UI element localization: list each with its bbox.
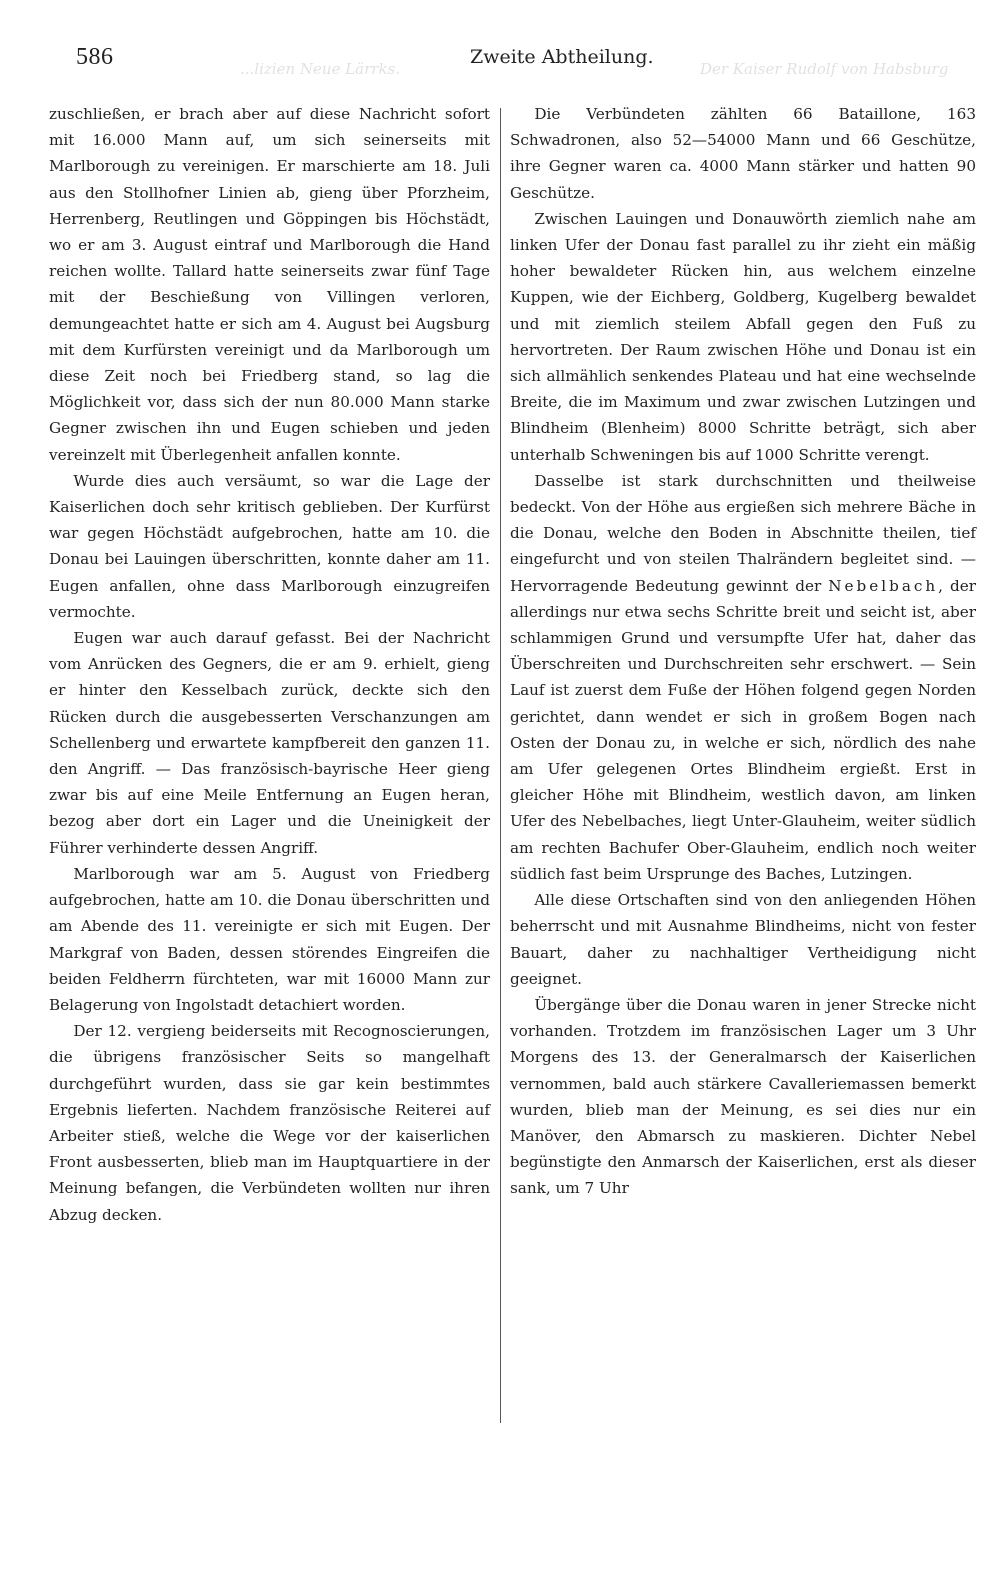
paragraph [510, 468, 976, 887]
bleed-through-text-right: Der Kaiser Rudolf von Habsburg [700, 60, 949, 78]
paragraph-text: Dasselbe ist stark durchschnitten und theilweise bedeckt. Von der Höhe aus ergießen sich mehrere Bäche in die Donau, welche den Boden in Abschnitte theilen, tief eingefurcht und von steilen Thalrändern begleitet sind. — Hervorragende Bedeutung gewinnt der [510, 471, 976, 595]
emphasized-term: Nebelbach [828, 576, 939, 595]
paragraph: zuschließen, er brach aber auf diese Nachricht sofort mit 16.000 Mann auf, um sich seinerseits mit Marlborough zu vereinigen. Er marschierte am 18. Juli aus den Stollhofner Linien ab, gieng über Pforzheim, Herrenberg, Reutlingen und Göppingen bis Höchstädt, wo er am 3. August eintraf und Marlborough die Hand reichen wollte. Tallard hatte seinerseits zwar fünf Tage mit der Beschießung von Villingen verloren, demungeachtet hatte er sich am 4. August bei Augsburg mit dem Kurfürsten vereinigt und da Marlborough um diese Zeit noch bei Friedberg stand, so lag die Möglichkeit vor, dass sich der nun 80.000 Mann starke Gegner zwischen ihn und Eugen schieben und jeden vereinzelt mit Überlegenheit anfallen konnte. [49, 105, 490, 464]
column-divider [500, 108, 501, 1423]
paragraph: Marlborough war am 5. August von Friedberg aufgebrochen, hatte am 10. die Donau überschritten und am Abende des 11. vereinigte er sich mit Eugen. Der Markgraf von Baden, dessen störendes Eingreifen die beiden Feldherrn fürchteten, war mit 16000 Mann zur Belagerung von Ingolstadt detachiert worden. [49, 864, 490, 1014]
left-column [49, 101, 490, 1228]
paragraph: Der 12. vergieng beiderseits mit Recognoscierungen, die übrigens französischer Seits so mangelhaft durchgeführt wurden, dass sie gar kein bestimmtes Ergebnis lieferten. Nachdem französische Reiterei auf Arbeiter stieß, welche die Wege vor der kaiserlichen Front ausbesserten, blieb man im Hauptquartiere in der Meinung befangen, die Verbündeten wollten nur ihren Abzug decken. [49, 1022, 490, 1224]
page-number: 586 [76, 44, 114, 70]
paragraph: Übergänge über die Donau waren in jener Strecke nicht vorhanden. Trotzdem im französischen Lager um 3 Uhr Morgens des 13. der Generalmarsch der Kaiserlichen vernommen, bald auch stärkere Cavalleriemassen bemerkt wurden, blieb man der Meinung, es sei dies nur ein Manöver, den Abmarsch zu maskieren. Dichter Nebel begünstigte den Anmarsch der Kaiserlichen, erst als dieser sank, um 7 Uhr [510, 995, 976, 1198]
bleed-through-text-left: ...lizien Neue Lärrks. [240, 60, 401, 78]
paragraph: Alle diese Ortschaften sind von den anliegenden Höhen beherrscht und mit Ausnahme Blindheims, nicht von fester Bauart, daher zu nachhaltiger Vertheidigung nicht geeignet. [510, 891, 976, 988]
paragraph: Die Verbündeten zählten 66 Bataillone, 163 Schwadronen, also 52—54000 Mann und 66 Geschütze, ihre Gegner waren ca. 4000 Mann stärker und hatten 90 Geschütze. [510, 105, 976, 202]
paragraph: Eugen war auch darauf gefasst. Bei der Nachricht vom Anrücken des Gegners, die er am 9. erhielt, gieng er hinter den Kesselbach zurück, deckte sich den Rücken durch die ausgebesserten Verschanzungen am Schellenberg und erwartete kampfbereit den ganzen 11. den Angriff. — Das französisch-bayrische Heer gieng zwar bis auf eine Meile Entfernung an Eugen heran, bezog aber dort ein Lager und die Uneinigkeit der Führer verhinderte dessen Angriff. [49, 629, 490, 857]
right-column [510, 101, 976, 1202]
running-head: Zweite Abtheilung. [470, 46, 654, 68]
paragraph: Wurde dies auch versäumt, so war die Lage der Kaiserlichen doch sehr kritisch geblieben. Der Kurfürst war gegen Höchstädt aufgebrochen, hatte am 10. die Donau bei Lauingen überschritten, konnte daher am 11. Eugen anfallen, ohne dass Marlborough einzugreifen vermochte. [49, 471, 490, 621]
paragraph-text: , der allerdings nur etwa sechs Schritte breit und seicht ist, aber schlammigen Grund und versumpfte Ufer hat, daher das Überschreiten und Durchschreiten sehr erschwert. — Sein Lauf ist zuerst dem Fuße der Höhen folgend gegen Norden gerichtet, dann wendet er sich in großem Bogen nach Osten der Donau zu, in welche er sich, nördlich des nahe am Ufer gelegenen Ortes Blindheim ergießt. Erst in gleicher Höhe mit Blindheim, westlich davon, am linken Ufer des Nebelbaches, liegt Unter-Glauheim, weiter südlich am rechten Bachufer Ober-Glauheim, endlich noch weiter südlich fast beim Ursprunge des Baches, Lutzingen. [510, 576, 976, 883]
paragraph: Zwischen Lauingen und Donauwörth ziemlich nahe am linken Ufer der Donau fast parallel zu ihr zieht ein mäßig hoher bewaldeter Rücken hin, aus welchem einzelne Kuppen, wie der Eichberg, Goldberg, Kugelberg bewaldet und mit ziemlich steilem Abfall gegen den Fuß zu hervortreten. Der Raum zwischen Höhe und Donau ist ein sich allmählich senkendes Plateau und hat eine wechselnde Breite, die im Maximum und zwar zwischen Lutzingen und Blindheim (Blenheim) 8000 Schritte beträgt, sich aber unterhalb Schweningen bis auf 1000 Schritte verengt. [510, 209, 976, 464]
